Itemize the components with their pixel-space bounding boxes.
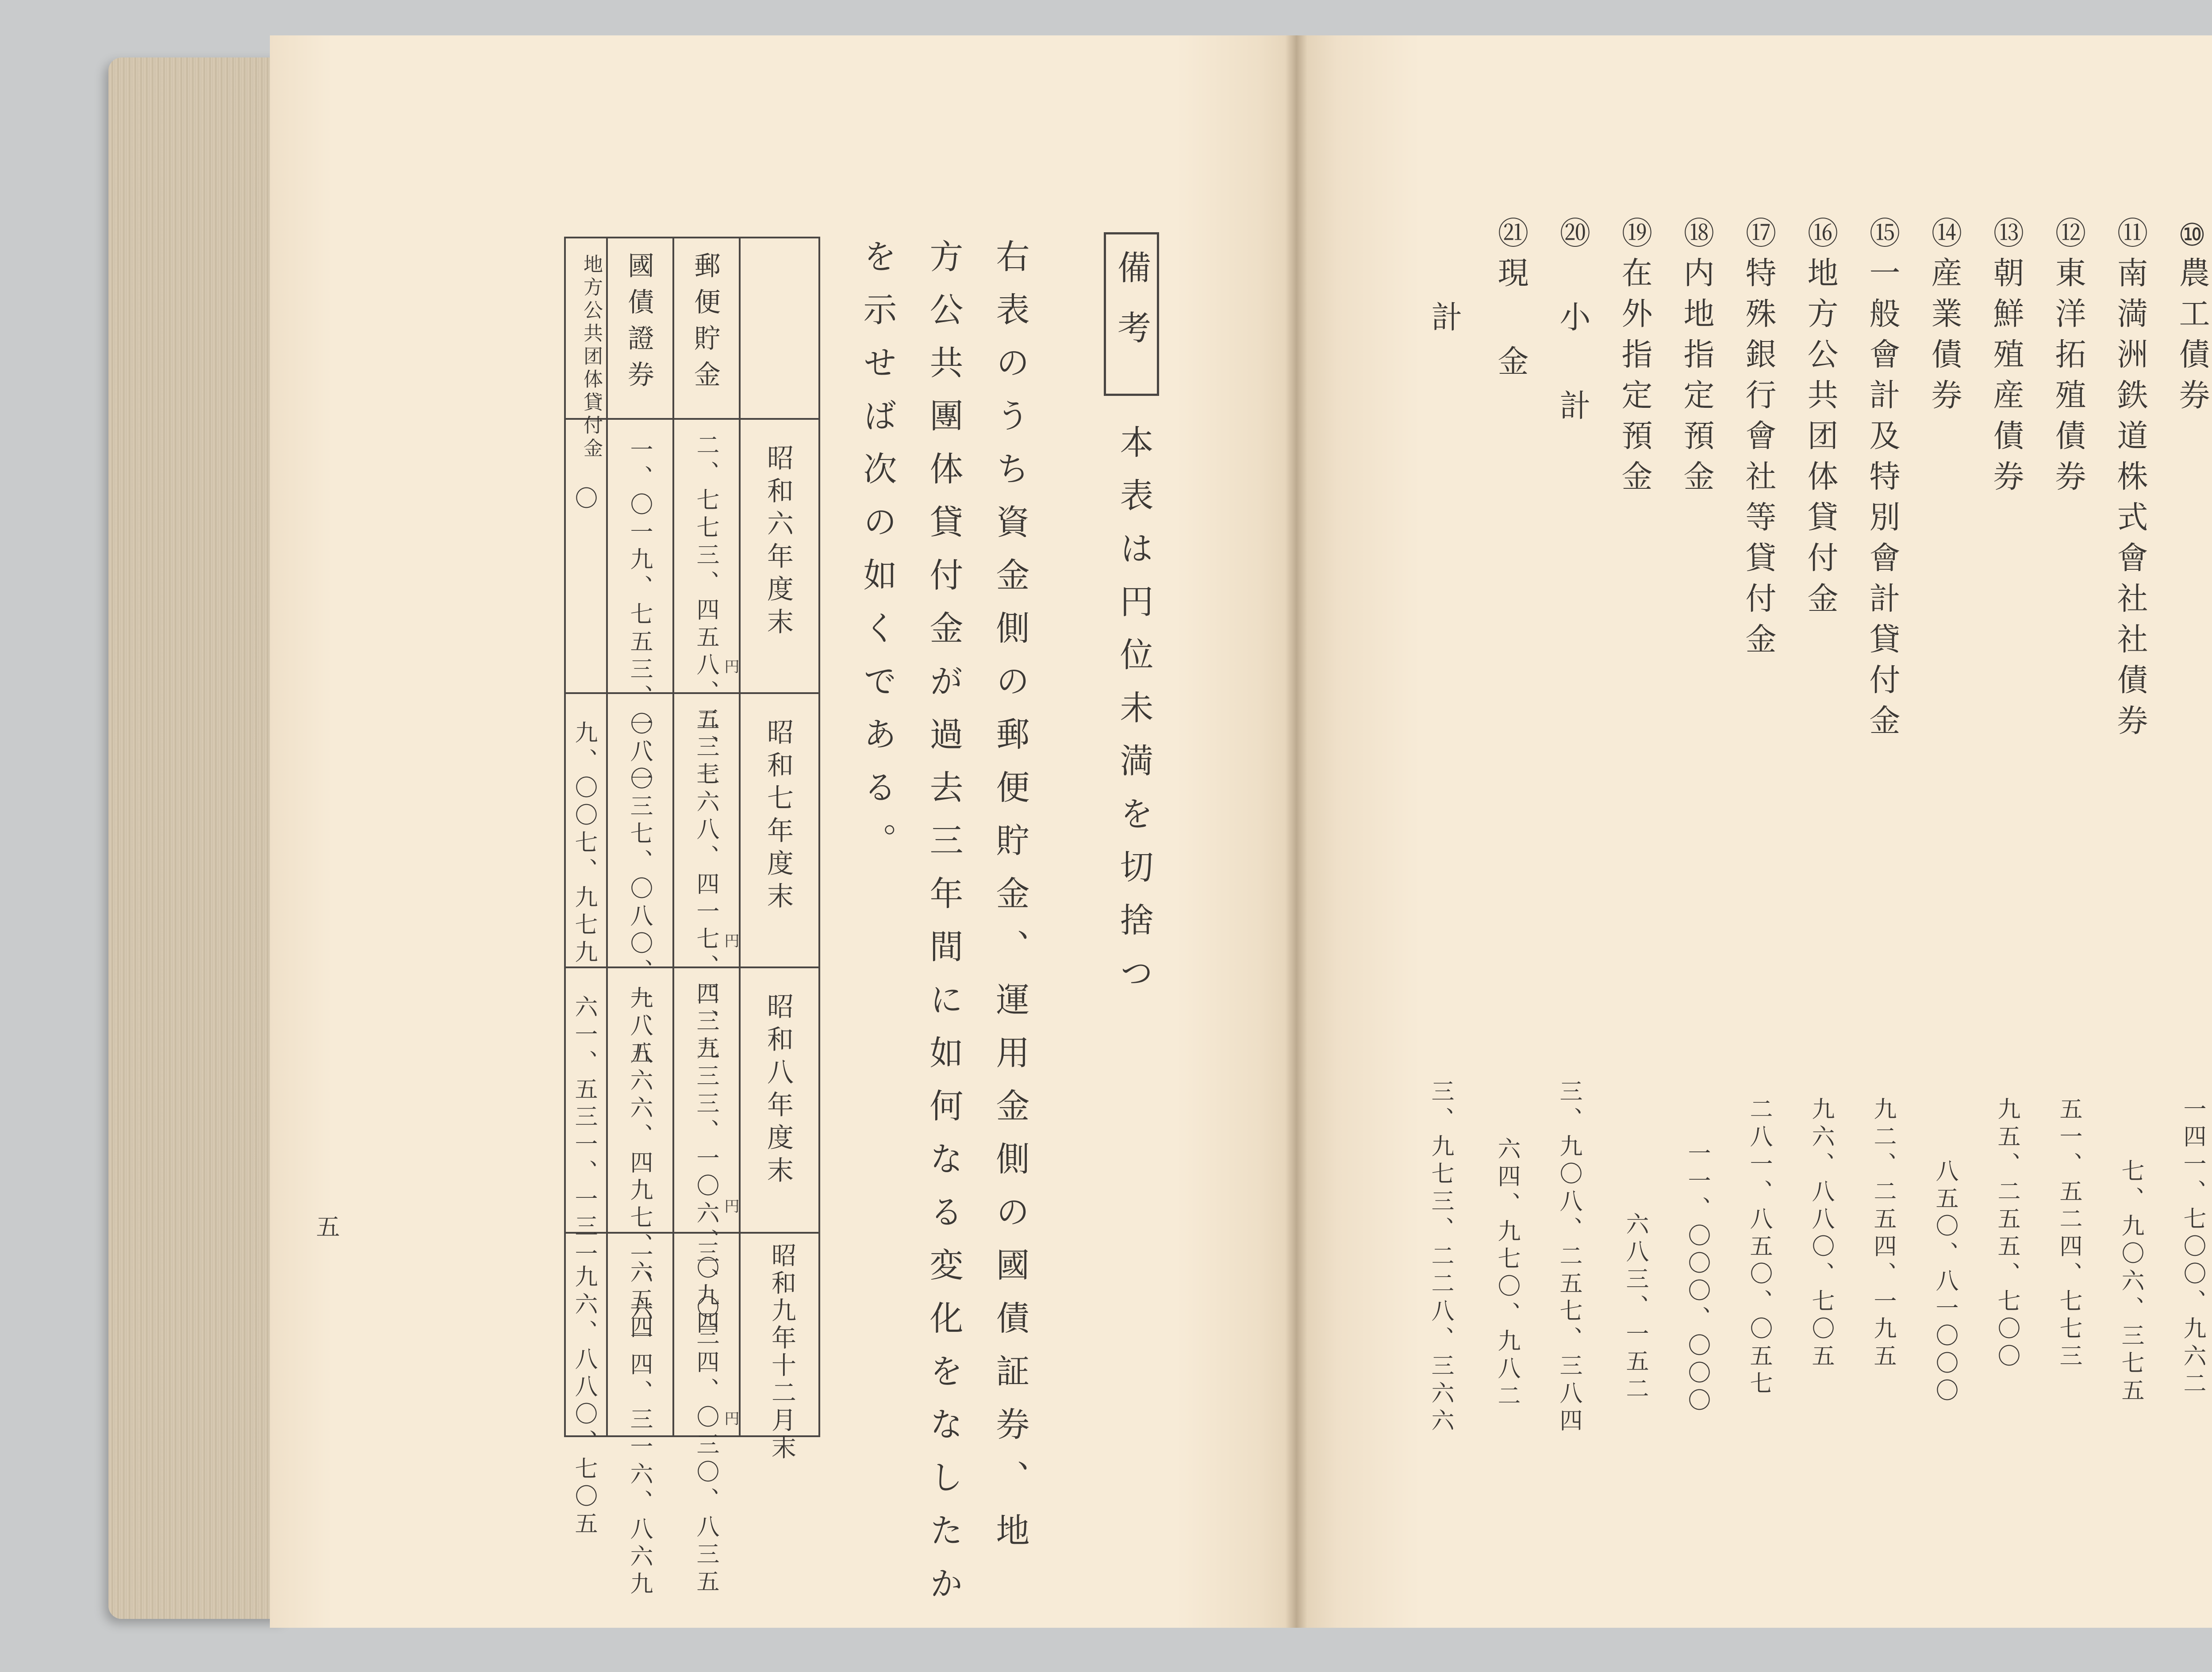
table-cell: [673, 1233, 740, 1597]
value-s6-local-loans: 〇: [571, 486, 597, 514]
unit-yen: 円: [722, 1198, 739, 1213]
value-s9-postal-savings: 三、〇三四、〇三〇、八三五: [692, 1240, 719, 1597]
item-no-17: ⑰: [1740, 217, 1777, 257]
value-s7-national-bonds: 一、一三七、〇八〇、九八八: [626, 712, 653, 1068]
row-label-local-loans: 地方公共团体貸付金: [580, 254, 603, 461]
value-s9-local-loans: 九六、八八〇、七〇五: [571, 1265, 597, 1539]
value-s8-local-loans: 六一、五三一、一三一: [571, 995, 597, 1269]
table-cell: [607, 967, 673, 1342]
table-cell: [607, 693, 673, 1068]
item-no-11: ⑪: [2112, 217, 2148, 257]
item-label-20: 小計: [1555, 301, 1591, 478]
table-cell: [607, 238, 673, 419]
item-no-12: ⑫: [2050, 217, 2086, 257]
unit-yen: 円: [722, 1411, 739, 1426]
item-value-14: 八五〇、八一〇〇〇: [1932, 1159, 1958, 1406]
item-value-18: 一一、〇〇〇、〇〇〇: [1684, 1141, 1710, 1415]
remarks-line-4: を示せば次の如くである。: [858, 239, 897, 876]
item-label-17: 特殊銀行會社等貸付金: [1740, 257, 1777, 663]
item-value-10: 一四一、七〇〇、九六二: [2179, 1097, 2206, 1399]
book-gutter: [1285, 35, 1307, 1628]
item-value-15: 九二、二五四、一九五: [1870, 1097, 1896, 1371]
header-showa-9-dec: 昭和九年十二月末: [768, 1242, 796, 1462]
table-cell: [607, 419, 673, 794]
table-cell: [740, 693, 819, 967]
item-label-12: 東洋拓殖債券: [2050, 257, 2086, 501]
item-value-17: 二八一、八五〇、〇五七: [1746, 1097, 1772, 1399]
item-label-total: 計: [1426, 301, 1463, 341]
value-s6-postal-savings: 二、七七三、四五八、五三三: [692, 433, 719, 790]
item-value-19: 六八三、一五二: [1622, 1212, 1648, 1404]
item-no-21: ㉑: [1493, 217, 1529, 257]
table-row: [565, 1233, 819, 1436]
item-value-21: 六四、九七〇、九八二: [1494, 1137, 1520, 1411]
unit-yen: 円: [722, 933, 739, 948]
item-label-14: 産業債券: [1926, 257, 1962, 419]
remarks-heading-box: [1104, 232, 1159, 396]
table-cell: [565, 238, 607, 461]
table-cell: [607, 1233, 673, 1599]
book-page-edges: [108, 58, 285, 1619]
item-no-16: ⑯: [1802, 217, 1839, 257]
table-row: [565, 967, 819, 1233]
item-label-21: 現金: [1493, 257, 1529, 433]
page-number-left: 五: [312, 1214, 340, 1238]
remarks-line-2: 右表のうち資金側の郵便貯金、運用金側の國債証券、地: [991, 239, 1030, 1566]
row-label-postal-savings: 郵便貯金: [690, 252, 721, 397]
remarks-line-3: 方公共團体貸付金が過去三年間に如何なる変化をなしたか: [924, 239, 964, 1619]
item-label-11: 南満洲鉄道株式會社社債券: [2112, 257, 2148, 745]
table-cell: [565, 1233, 607, 1539]
item-label-19: 在外指定預金: [1617, 257, 1653, 501]
item-no-15: ⑮: [1864, 217, 1901, 257]
table-cell: [673, 419, 740, 790]
unit-yen: 円: [722, 659, 739, 674]
table-row: [565, 419, 819, 693]
item-no-18: ⑱: [1678, 217, 1715, 257]
table-cell: [740, 1233, 819, 1462]
item-no-20: ⑳: [1555, 217, 1591, 257]
table-cell: [740, 419, 819, 693]
item-no-10: ⑩: [2174, 217, 2210, 263]
value-s6-national-bonds: 一、〇一九、七五三、〇八〇: [626, 437, 653, 794]
value-s7-postal-savings: 二、七六八、四一七、四三三: [692, 707, 719, 1064]
table-row: [565, 693, 819, 967]
remarks-table: [564, 237, 820, 1599]
value-s7-local-loans: 九、〇〇七、九七九: [571, 721, 597, 967]
item-label-13: 朝鮮殖産債券: [1988, 257, 2024, 501]
table-cell: [673, 238, 740, 419]
item-label-16: 地方公共团体貸付金: [1802, 257, 1839, 623]
item-value-20: 三、九〇八、二五七、三八四: [1555, 1079, 1582, 1436]
item-value-12: 五一、五二四、七七三: [2055, 1097, 2082, 1371]
remarks-heading: 備考: [1112, 250, 1152, 370]
item-no-19: ⑲: [1617, 217, 1653, 257]
table-cell: [740, 967, 819, 1233]
table-corner-cell: [740, 238, 819, 419]
table-cell: [565, 967, 607, 1269]
value-s8-postal-savings: 二、九三三、一〇六、〇九四: [692, 982, 719, 1338]
item-no-14: ⑭: [1926, 217, 1962, 257]
table-row: [565, 238, 819, 419]
table-cell: [565, 693, 607, 967]
item-value-total: 三、九七三、二二八、三六六: [1427, 1079, 1454, 1436]
item-label-15: 一般會計及特別會計貸付金: [1864, 257, 1901, 745]
value-s9-national-bonds: 一、六一四、三一六、八六九: [626, 1242, 653, 1599]
table-cell: [673, 693, 740, 1064]
item-value-11: 七、九〇六、三七五: [2117, 1159, 2144, 1406]
header-showa-8: 昭和八年度末: [763, 993, 794, 1189]
value-s8-national-bonds: 一、五六六、四九七、六五四: [626, 986, 653, 1342]
item-no-13: ⑬: [1988, 217, 2024, 257]
header-showa-6: 昭和六年度末: [763, 444, 794, 640]
row-label-national-bonds: 國債證券: [623, 252, 654, 397]
item-label-10: 農工債券: [2174, 257, 2210, 419]
item-value-16: 九六、八八〇、七〇五: [1808, 1097, 1834, 1371]
table-cell: [673, 967, 740, 1338]
item-value-13: 九五、二五五、七〇〇: [1993, 1097, 2020, 1371]
item-label-18: 内地指定預金: [1678, 257, 1715, 501]
table-cell: [565, 419, 607, 693]
remarks-line-1: 本表は円位未満を切捨つ: [1114, 425, 1154, 1009]
header-showa-7: 昭和七年度末: [763, 718, 794, 915]
